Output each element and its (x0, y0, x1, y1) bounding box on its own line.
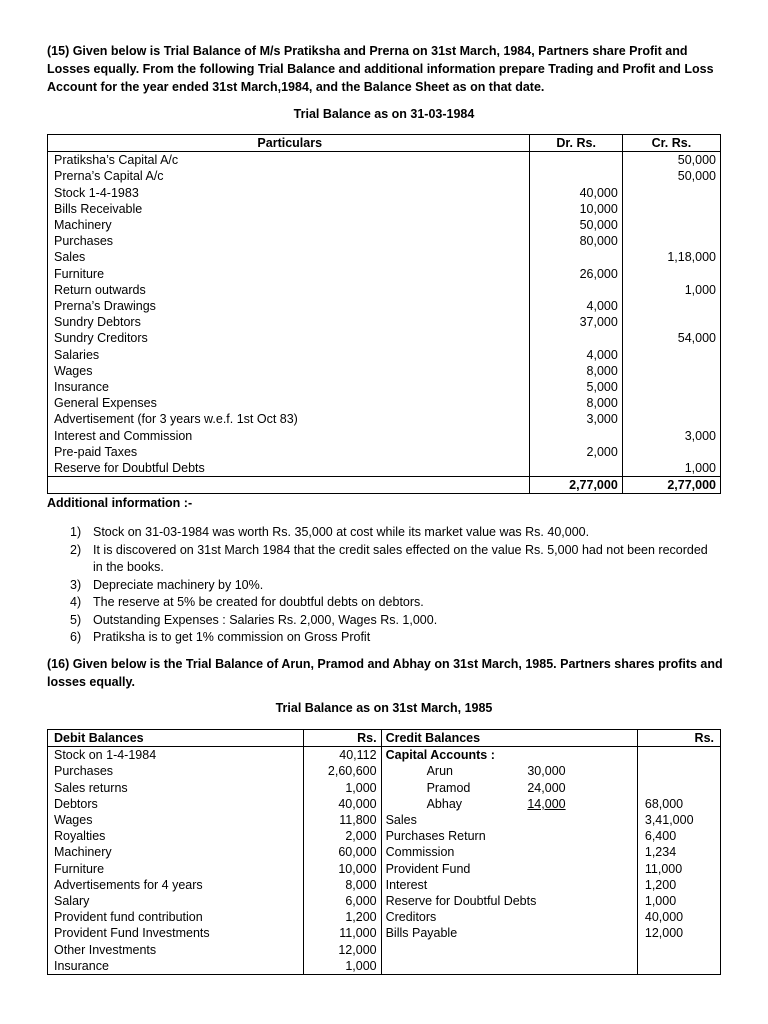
col-dr: Dr. Rs. (530, 135, 622, 152)
item-number: 4) (70, 595, 82, 609)
credit-amount (637, 780, 720, 796)
debit-amount: 11,000 (304, 925, 381, 941)
debit-amount: 1,000 (304, 958, 381, 975)
debit-label: Advertisements for 4 years (48, 877, 304, 893)
credit-label (381, 796, 637, 812)
credit-label: Bills Payable (381, 925, 637, 941)
row-cr-amount (622, 185, 720, 201)
total-dr: 2,77,000 (530, 477, 622, 494)
credit-label: Commission (381, 844, 637, 860)
q16-heading-line: (16) Given below is the Trial Balance of Arun, Pramod and Abhay on 31st March, 1985. Partners shares profits and (47, 657, 723, 671)
table-row (48, 958, 721, 975)
item-number: 6) (70, 630, 82, 644)
credit-amount: 12,000 (644, 926, 684, 941)
row-dr-amount: 5,000 (530, 379, 622, 395)
row-dr-amount (530, 249, 622, 265)
credit-amount: 3,41,000 (644, 813, 694, 828)
row-particular: Pratiksha’s Capital A/c (48, 152, 530, 169)
credit-label: Creditors (381, 909, 637, 925)
row-cr-amount (622, 233, 720, 249)
credit-label: Interest (381, 877, 637, 893)
row-cr-amount (622, 411, 720, 427)
partner-capital: 30,000 (527, 764, 566, 779)
credit-label: Reserve for Doubtful Debts (381, 893, 637, 909)
debit-amount: 1,200 (304, 909, 381, 925)
row-particular: Insurance (48, 379, 530, 395)
item-text: Outstanding Expenses : Salaries Rs. 2,000, Wages Rs. 1,000. (93, 612, 438, 627)
table-row (48, 411, 721, 427)
row-particular: Bills Receivable (48, 201, 530, 217)
table-row (48, 428, 721, 444)
credit-label (381, 747, 637, 764)
credit-label: Purchases Return (381, 828, 637, 844)
table-header-row (48, 135, 721, 152)
row-particular: Stock 1-4-1983 (48, 185, 530, 201)
partner-capital: 14,000 (527, 796, 566, 811)
total-label-cell (48, 477, 530, 494)
row-cr-amount: 3,000 (684, 428, 716, 443)
additional-info-list (70, 524, 720, 647)
item-text: Pratiksha is to get 1% commission on Gross Profit (93, 630, 371, 644)
question-15-heading (47, 42, 723, 96)
table-row (48, 266, 721, 282)
row-particular: Purchases (48, 233, 530, 249)
col-credit-balances: Credit Balances (381, 730, 637, 747)
partner-name: Pramod (426, 780, 471, 795)
item-text: Stock on 31-03-1984 was worth Rs. 35,000 at cost while its market value was Rs. 40,000. (93, 525, 590, 539)
trial-balance-1985-table (47, 729, 721, 975)
table-row (48, 363, 721, 379)
row-particular: Furniture (48, 266, 530, 282)
item-text: It is discovered on 31st March 1984 that the credit sales effected on the value Rs. 5,000 had not been recorded in the books. (93, 542, 708, 574)
row-cr-amount (622, 395, 720, 411)
table-row (48, 893, 721, 909)
row-particular: Sundry Creditors (48, 330, 530, 346)
trial-balance-1984-table (47, 134, 721, 494)
debit-amount: 40,000 (304, 796, 381, 812)
item-number: 5) (70, 612, 82, 627)
credit-amount: 1,200 (644, 877, 677, 892)
credit-label (381, 780, 637, 796)
table-header-row (48, 730, 721, 747)
row-cr-amount (622, 266, 720, 282)
table-row (48, 217, 721, 233)
row-particular: Advertisement (for 3 years w.e.f. 1st Oct 83) (48, 411, 530, 427)
debit-amount: 60,000 (304, 844, 381, 860)
row-cr-amount: 1,18,000 (667, 250, 716, 265)
row-cr-amount: 50,000 (677, 153, 716, 168)
row-particular: Interest and Commission (48, 428, 530, 444)
row-dr-amount: 3,000 (530, 411, 622, 427)
debit-label: Other Investments (48, 942, 304, 958)
row-cr-amount: 50,000 (677, 169, 716, 184)
debit-label: Provident fund contribution (48, 909, 304, 925)
row-dr-amount: 40,000 (530, 185, 622, 201)
table-row (48, 763, 721, 779)
debit-label: Sales returns (48, 780, 304, 796)
table-row (48, 925, 721, 941)
table-row (48, 844, 721, 860)
row-particular: Sales (48, 249, 530, 265)
table-row (48, 330, 721, 346)
debit-amount: 2,000 (304, 828, 381, 844)
row-cr-amount (622, 298, 720, 314)
row-dr-amount (530, 428, 622, 444)
debit-amount: 11,800 (304, 812, 381, 828)
capital-accounts-label: Capital Accounts : (385, 748, 495, 763)
trial-balance-1985-body (48, 747, 721, 975)
table-row (48, 152, 721, 169)
row-particular: Prerna’s Capital A/c (48, 168, 530, 184)
row-particular: General Expenses (48, 395, 530, 411)
row-dr-amount: 2,000 (530, 444, 622, 460)
credit-label (381, 942, 637, 958)
row-dr-amount (530, 460, 622, 477)
table-row (48, 379, 721, 395)
row-dr-amount (530, 282, 622, 298)
debit-amount: 8,000 (304, 877, 381, 893)
table-row (48, 942, 721, 958)
trial-balance-1984-body (48, 152, 721, 494)
additional-info-title: Additional information :- (47, 496, 193, 510)
row-dr-amount: 37,000 (530, 314, 622, 330)
credit-amount (637, 747, 720, 764)
col-cr: Cr. Rs. (622, 135, 720, 152)
row-cr-amount (622, 363, 720, 379)
item-text: Depreciate machinery by 10%. (93, 577, 264, 592)
debit-amount: 40,112 (304, 747, 381, 764)
credit-amount: 11,000 (644, 861, 683, 876)
credit-label: Sales (381, 812, 637, 828)
additional-info-item (70, 629, 720, 647)
q15-heading-line: (15) Given below is Trial Balance of M/s Pratiksha and Prerna on 31st March, 1984, Partners share Profit and (47, 44, 688, 58)
row-dr-amount (530, 330, 622, 346)
row-dr-amount: 4,000 (530, 298, 622, 314)
row-particular: Wages (48, 363, 530, 379)
debit-label: Machinery (48, 844, 304, 860)
row-particular: Sundry Debtors (48, 314, 530, 330)
col-particulars: Particulars (48, 135, 530, 152)
table-row (48, 233, 721, 249)
row-particular: Machinery (48, 217, 530, 233)
row-cr-amount: 54,000 (677, 331, 716, 346)
row-cr-amount (622, 347, 720, 363)
debit-label: Wages (48, 812, 304, 828)
additional-info-item (70, 524, 720, 542)
row-cr-amount: 1,000 (684, 282, 716, 297)
table-row (48, 747, 721, 764)
table-row (48, 861, 721, 877)
credit-label: Provident Fund (381, 861, 637, 877)
table-row (48, 460, 721, 477)
credit-amount (637, 942, 720, 958)
table-row (48, 347, 721, 363)
table-row (48, 298, 721, 314)
col-debit-balances: Debit Balances (48, 730, 304, 747)
debit-label: Stock on 1-4-1984 (48, 747, 304, 764)
row-cr-amount (622, 444, 720, 460)
row-cr-amount (622, 314, 720, 330)
additional-info-item (70, 594, 720, 612)
q16-heading-line: losses equally. (47, 675, 136, 689)
item-number: 1) (70, 525, 82, 539)
col-credit-rs: Rs. (637, 730, 720, 747)
total-cr: 2,77,000 (622, 477, 720, 494)
debit-label: Debtors (48, 796, 304, 812)
table-row (48, 314, 721, 330)
row-cr-amount (622, 201, 720, 217)
debit-amount: 2,60,600 (304, 763, 381, 779)
row-cr-amount: 1,000 (684, 461, 716, 476)
debit-amount: 6,000 (304, 893, 381, 909)
row-dr-amount (530, 152, 622, 169)
row-particular: Pre-paid Taxes (48, 444, 530, 460)
table-row (48, 168, 721, 184)
row-dr-amount: 26,000 (530, 266, 622, 282)
row-particular: Salaries (48, 347, 530, 363)
row-dr-amount: 10,000 (530, 201, 622, 217)
debit-label: Royalties (48, 828, 304, 844)
debit-label: Provident Fund Investments (48, 925, 304, 941)
trial-balance-1984-title: Trial Balance as on 31-03-1984 (293, 107, 475, 121)
row-cr-amount (622, 379, 720, 395)
question-16-heading (47, 655, 723, 691)
credit-amount (637, 763, 720, 779)
additional-info-item (70, 612, 720, 630)
item-number: 3) (70, 577, 82, 592)
credit-amount: 1,000 (644, 894, 677, 909)
table-row (48, 828, 721, 844)
credit-label (381, 958, 637, 975)
partner-name: Arun (426, 764, 453, 779)
row-dr-amount: 50,000 (530, 217, 622, 233)
table-row (48, 780, 721, 796)
credit-amount (637, 958, 720, 975)
row-dr-amount: 80,000 (530, 233, 622, 249)
credit-amount: 6,400 (644, 829, 677, 844)
row-particular: Prerna’s Drawings (48, 298, 530, 314)
row-dr-amount: 4,000 (530, 347, 622, 363)
q15-heading-line: Losses equally. From the following Trial Balance and additional information prepare Trading and Profit and Loss (47, 62, 714, 76)
table-row (48, 909, 721, 925)
table-row (48, 185, 721, 201)
debit-label: Salary (48, 893, 304, 909)
row-dr-amount: 8,000 (530, 363, 622, 379)
item-number: 2) (70, 542, 82, 557)
row-cr-amount (622, 217, 720, 233)
debit-label: Furniture (48, 861, 304, 877)
credit-label (381, 763, 637, 779)
table-row (48, 201, 721, 217)
table-row (48, 249, 721, 265)
row-particular: Return outwards (48, 282, 530, 298)
debit-amount: 1,000 (304, 780, 381, 796)
table-row (48, 812, 721, 828)
total-row (48, 477, 721, 494)
credit-amount: 68,000 (644, 796, 684, 811)
credit-amount: 40,000 (644, 910, 684, 925)
partner-capital: 24,000 (527, 780, 566, 795)
additional-info-item (70, 577, 720, 595)
additional-info-item (70, 542, 720, 577)
row-dr-amount: 8,000 (530, 395, 622, 411)
debit-label: Insurance (48, 958, 304, 975)
trial-balance-1985-title: Trial Balance as on 31st March, 1985 (275, 701, 493, 715)
table-row (48, 796, 721, 812)
credit-amount: 1,234 (644, 845, 677, 860)
row-dr-amount (530, 168, 622, 184)
table-row (48, 282, 721, 298)
debit-amount: 12,000 (304, 942, 381, 958)
table-row (48, 877, 721, 893)
table-row (48, 444, 721, 460)
partner-name: Abhay (426, 796, 463, 811)
item-text: The reserve at 5% be created for doubtful debts on debtors. (93, 595, 424, 609)
row-particular: Reserve for Doubtful Debts (48, 460, 530, 477)
table-row (48, 395, 721, 411)
col-debit-rs: Rs. (304, 730, 381, 747)
q15-heading-line: Account for the year ended 31st March,1984, and the Balance Sheet as on that date. (47, 80, 545, 94)
debit-amount: 10,000 (304, 861, 381, 877)
debit-label: Purchases (48, 763, 304, 779)
